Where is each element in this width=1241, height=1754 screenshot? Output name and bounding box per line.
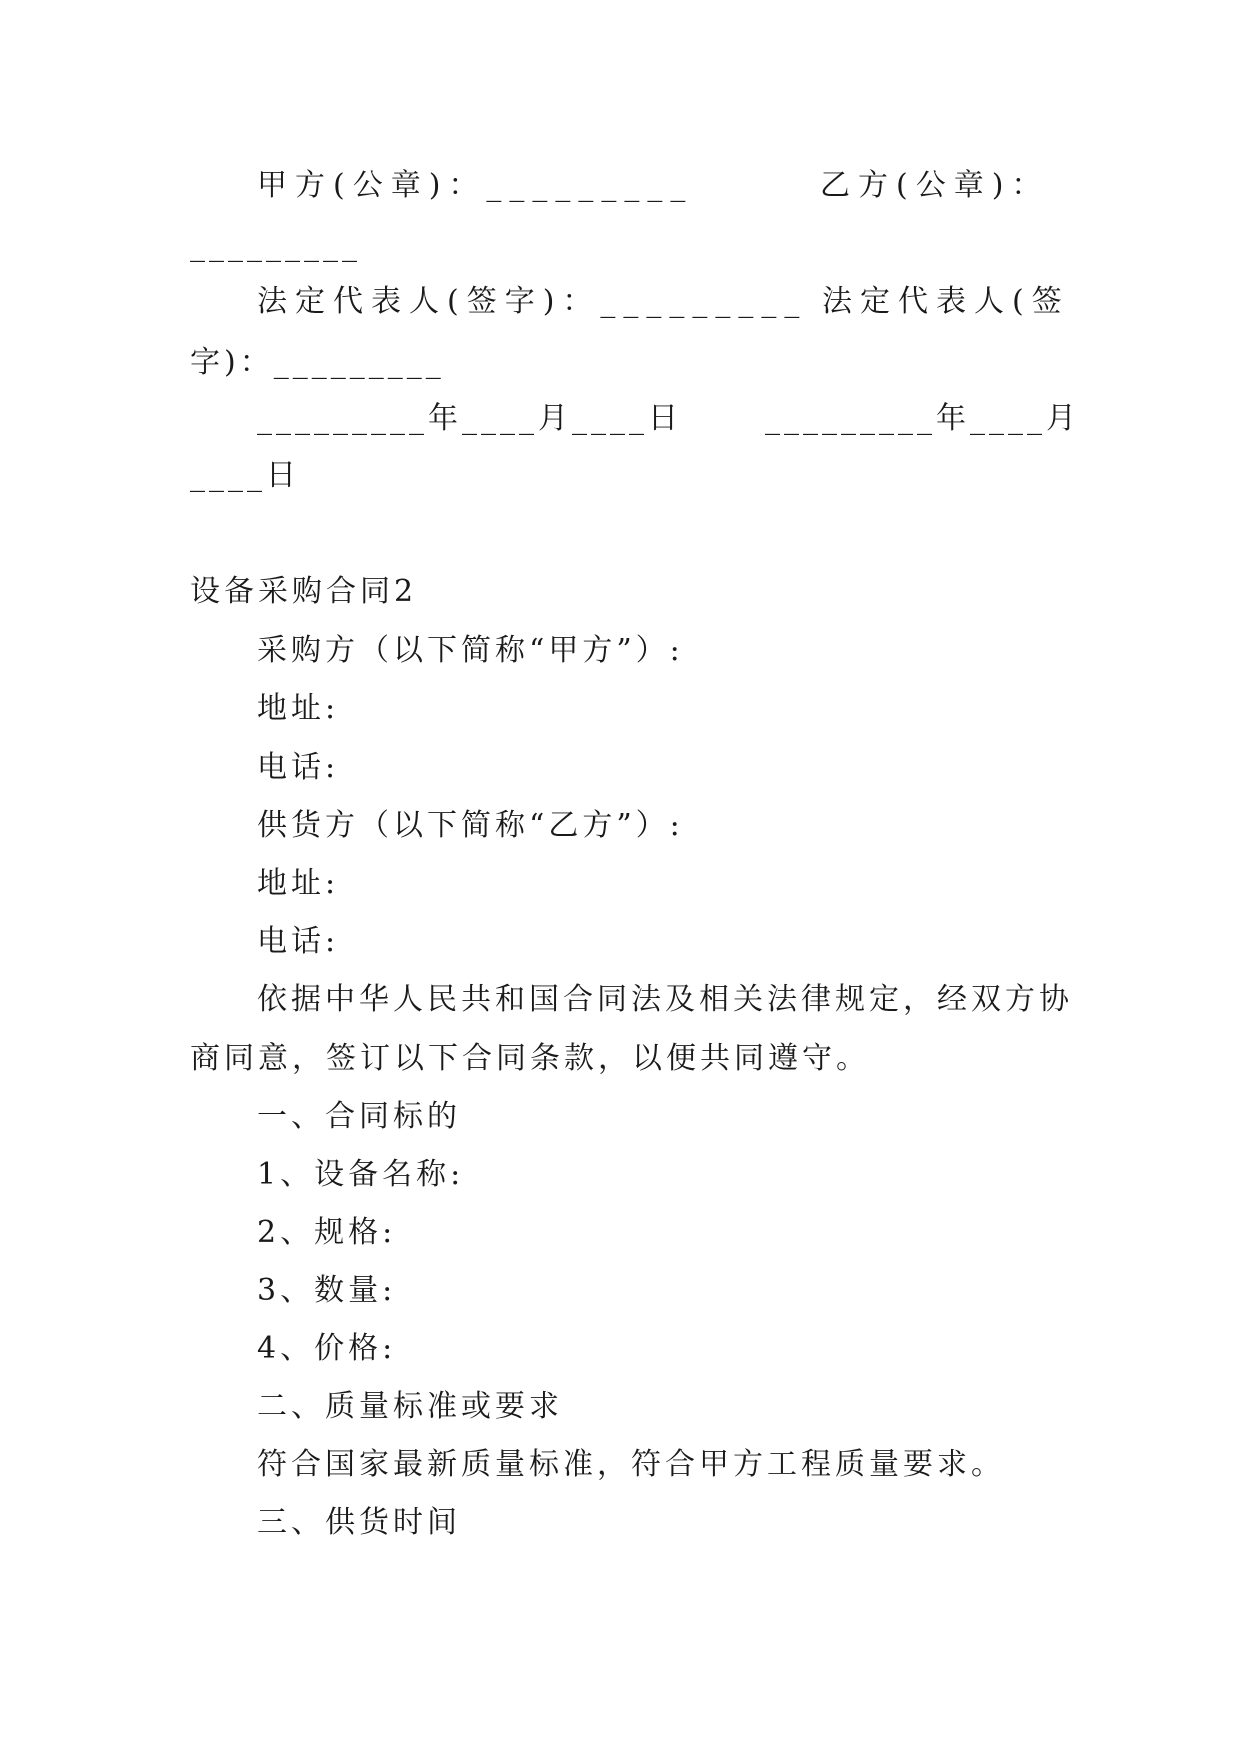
- section-1-title: 一、合同标的: [257, 1099, 461, 1134]
- supplier-address: 地址:: [257, 866, 340, 901]
- section-2-body: 符合国家最新质量标准，符合甲方工程质量要求。: [257, 1447, 1005, 1482]
- buyer-line: 采购方（以下简称“甲方”）:: [257, 633, 684, 668]
- party-b-seal-blank: _________: [190, 228, 361, 263]
- item-1: 1、设备名称:: [257, 1157, 465, 1192]
- buyer-address: 地址:: [257, 691, 340, 726]
- representative-a: 法定代表人(签字)：_________: [257, 284, 808, 319]
- intro-line-2: 商同意，签订以下合同条款，以便共同遵守。: [190, 1041, 870, 1076]
- representative-b: 法定代表人(签: [822, 284, 1070, 319]
- section-2-title: 二、质量标准或要求: [257, 1389, 563, 1424]
- representative-b-continued: 字)：_________: [190, 345, 445, 380]
- supplier-line: 供货方（以下简称“乙方”）:: [257, 808, 684, 843]
- contract-title: 设备采购合同2: [190, 574, 418, 609]
- party-a-seal: 甲方(公章)：_________: [257, 168, 694, 203]
- party-b-seal: 乙方(公章)：: [820, 168, 1050, 203]
- date-b-continued: ____日: [190, 458, 300, 493]
- buyer-phone: 电话:: [257, 750, 340, 785]
- section-3-title: 三、供货时间: [257, 1505, 461, 1540]
- supplier-phone: 电话:: [257, 924, 340, 959]
- date-a: _________年____月____日: [257, 401, 682, 436]
- item-3: 3、数量:: [257, 1273, 397, 1308]
- date-b: _________年____月: [765, 401, 1080, 436]
- item-4: 4、价格:: [257, 1331, 397, 1366]
- intro-line-1: 依据中华人民共和国合同法及相关法律规定，经双方协: [257, 982, 1073, 1017]
- item-2: 2、规格:: [257, 1215, 397, 1250]
